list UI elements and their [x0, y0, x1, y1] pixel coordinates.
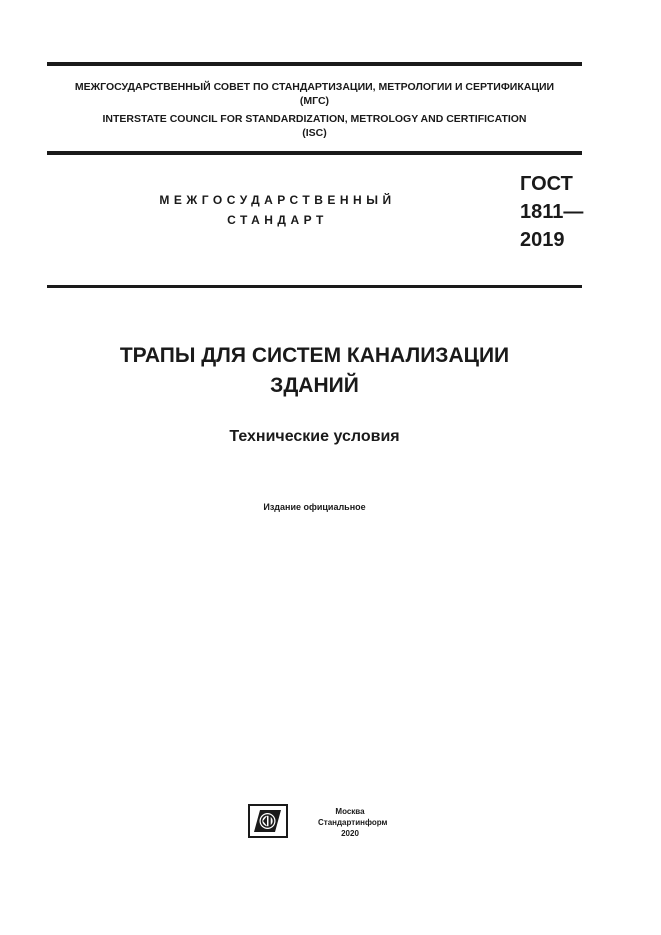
council-name-en	[47, 112, 582, 140]
document-title-line2: ЗДАНИЙ	[270, 374, 359, 397]
top-rule	[47, 62, 582, 66]
imprint-year: 2020	[341, 829, 359, 838]
gost-prefix: ГОСТ	[520, 173, 573, 195]
council-name-ru	[47, 80, 582, 108]
standard-kind-line2: СТАНДАРТ	[227, 213, 328, 227]
gost-year: 2019	[520, 229, 565, 251]
council-ru-line: МЕЖГОСУДАРСТВЕННЫЙ СОВЕТ ПО СТАНДАРТИЗАЦИИ, МЕТРОЛОГИИ И СЕРТИФИКАЦИИ	[74, 81, 555, 93]
standartinform-logo-icon	[248, 804, 288, 838]
council-en-abbr: (ISC)	[302, 127, 327, 139]
imprint-city: Москва	[335, 807, 365, 816]
document-title-line1: ТРАПЫ ДЛЯ СИСТЕМ КАНАЛИЗАЦИИ	[119, 344, 510, 367]
imprint-publisher: Стандартинформ	[318, 818, 388, 827]
gost-number: 1811—	[520, 201, 584, 223]
document-subtitle: Технические условия	[229, 428, 400, 445]
standard-kind-line1: МЕЖГОСУДАРСТВЕННЫЙ	[159, 193, 396, 207]
bottom-rule	[47, 285, 582, 288]
middle-rule	[47, 151, 582, 155]
edition-label: Издание официальное	[263, 502, 366, 512]
council-ru-abbr: (МГС)	[299, 95, 330, 107]
council-en-line: INTERSTATE COUNCIL FOR STANDARDIZATION, METROLOGY AND CERTIFICATION	[102, 113, 527, 125]
